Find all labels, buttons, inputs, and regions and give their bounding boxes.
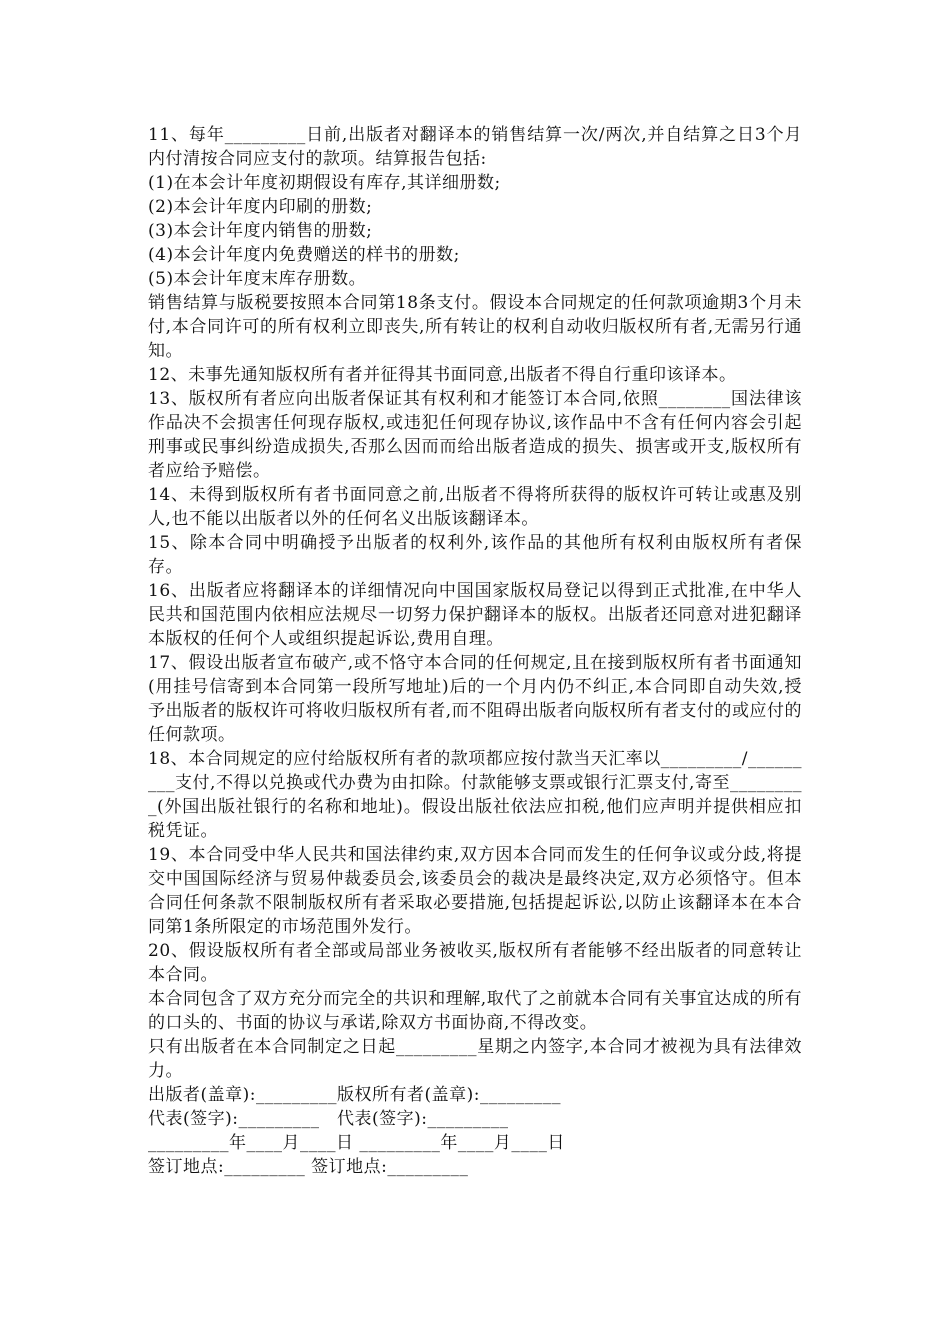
clause-11: 11、每年_________日前,出版者对翻译本的销售结算一次/两次,并自结算之日3个月内付清按合同应支付的款项。结算报告包括: [148,125,802,169]
report-item-2: (2)本会计年度内印刷的册数; [148,197,373,217]
settlement-paragraph: 销售结算与版税要按照本合同第18条支付。假设本合同规定的任何款项逾期3个月未付,本合同许可的所有权利立即丧失,所有转让的权利自动收归版权所有者,无需另行通知。 [148,293,802,361]
clause-14: 14、未得到版权所有者书面同意之前,出版者不得将所获得的版权许可转让或惠及别人,也不能以出版者以外的任何名义出版该翻译本。 [148,485,802,529]
signature-representative-line: 代表(签字):_________ 代表(签字):_________ [148,1109,509,1129]
report-item-4: (4)本会计年度内免费赠送的样书的册数; [148,245,460,265]
clause-18: 18、本合同规定的应付给版权所有者的款项都应按付款当天汇率以_________/_________支付,不得以兑换或代办费为由扣除。付款能够支票或银行汇票支付,寄至_________(外国出版社银行的名称和地址)。假设出版社依法应扣税,他们应声明并提供相应扣税凭证。 [148,749,802,841]
signature-place-line: 签订地点:_________ 签订地点:_________ [148,1157,469,1177]
report-item-3: (3)本会计年度内销售的册数; [148,221,373,241]
clause-17: 17、假设出版者宣布破产,或不恪守本合同的任何规定,且在接到版权所有者书面通知(用挂号信寄到本合同第一段所写地址)后的一个月内仍不纠正,本合同即自动失效,授予出版者的版权许可将收归版权所有者,而不阻碍出版者向版权所有者支付的或应付的任何款项。 [148,653,802,745]
clause-15: 15、除本合同中明确授予出版者的权利外,该作品的其他所有权利由版权所有者保存。 [148,533,802,577]
clause-20: 20、假设版权所有者全部或局部业务被收买,版权所有者能够不经出版者的同意转让本合同。 [148,941,802,985]
entire-agreement-paragraph: 本合同包含了双方充分而完全的共识和理解,取代了之前就本合同有关事宜达成的所有的口头的、书面的协议与承诺,除双方书面协商,不得改变。 [148,989,802,1033]
clause-12: 12、未事先通知版权所有者并征得其书面同意,出版者不得自行重印该译本。 [148,365,737,385]
signature-date-line: _________年____月____日 _________年____月____日 [148,1133,565,1153]
clause-13: 13、版权所有者应向出版者保证其有权利和才能签订本合同,依照________国法律该作品决不会损害任何现存版权,或违犯任何现存协议,该作品中不含有任何内容会引起刑事或民事纠纷造成损失,否那么因而而给出版者造成的损失、损害或开支,版权所有者应给予赔偿。 [148,389,802,481]
clause-16: 16、出版者应将翻译本的详细情况向中国国家版权局登记以得到正式批准,在中华人民共和国范围内依相应法规尽一切努力保护翻译本的版权。出版者还同意对进犯翻译本版权的任何个人或组织提起诉讼,费用自理。 [148,581,802,649]
document-page [148,123,802,1179]
report-item-5: (5)本会计年度末库存册数。 [148,269,367,289]
report-item-1: (1)在本会计年度初期假设有库存,其详细册数; [148,173,501,193]
clause-19: 19、本合同受中华人民共和国法律约束,双方因本合同而发生的任何争议或分歧,将提交中国国际经济与贸易仲裁委员会,该委员会的裁决是最终决定,双方必须恪守。但本合同任何条款不限制版权所有者采取必要措施,包括提起诉讼,以防止该翻译本在本合同第1条所限定的市场范围外发行。 [148,845,802,937]
signature-seal-line: 出版者(盖章):_________版权所有者(盖章):_________ [148,1085,561,1105]
effectiveness-paragraph: 只有出版者在本合同制定之日起_________星期之内签字,本合同才被视为具有法律效力。 [148,1037,802,1081]
